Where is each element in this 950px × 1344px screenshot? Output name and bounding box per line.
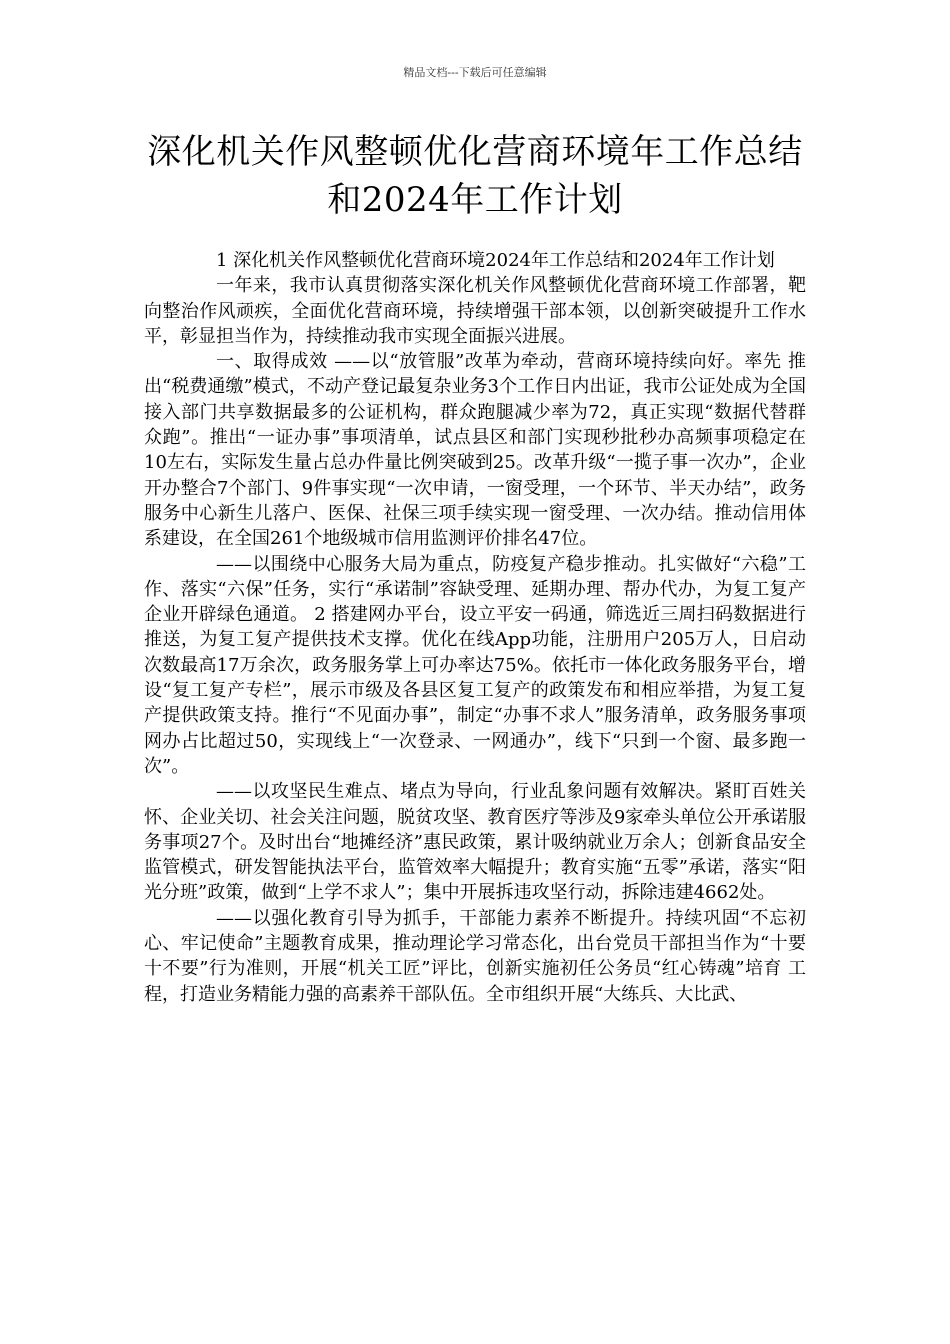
paragraph-intro: 一年来，我市认真贯彻落实深化机关作风整顿优化营商环境工作部署，靶向整治作风顽疾，全面优化营商环境，持续增强干部本领，以创新突破提升工作水平，彰显担当作为，持续推动我市实现全面振兴进展。 — [144, 275, 806, 347]
paragraph-epidemic-recovery: ——以围绕中心服务大局为重点，防疫复产稳步推动。扎实做好“六稳”工作、落实“六保”任务，实行“承诺制”容缺受理、延期办理、帮办代办，为复工复产企业开辟绿色通道。 2 搭建网办平台，设立平安一码通，筛选近三周扫码数据进行推送，为复工复产提供技术支撑。优化在线App功能，注册用户205万人，日启动次数最高17万余次，政务服务掌上可办率达75%。依托市一体化政务服务平台，增设“复工复产专栏”，展示市级及各县区复工复产的政策发布和相应举措，为复工复产提供政策支持。推行“不见面办事”，制定“办事不求人”服务清单，政务服务事项网办占比超过50，实现线上“一次登录、一网通办”，线下“只到一个窗、最多跑一次”。 — [144, 553, 806, 777]
header-note: 精品文档---下载后可任意编辑 — [403, 66, 547, 79]
paragraph-heading: 1 深化机关作风整顿优化营商环境2024年工作总结和2024年工作计划 — [216, 250, 775, 271]
paragraph-achievements: 一、取得成效 ——以“放管服”改革为牵动，营商环境持续向好。率先 推出“税费通缴”模式，不动产登记最复杂业务3个工作日内出证，我市公证处成为全国接入部门共享数据最多的公证机构，群众跑腿减少率为72，真正实现“数据代替群众跑”。推出“一证办事”事项清单，试点县区和部门实现秒批秒办高频事项稳定在10左右，实际发生量占总办件量比例突破到25。改革升级“一揽子事一次办”，企业开办整合7个部门、9件事实现“一次申请，一窗受理，一个环节、半天办结”，政务服务中心新生儿落户、医保、社保三项手续实现一窗受理、一次办结。推动信用体系建设，在全国261个地级城市信用监测评价排名47位。 — [144, 351, 806, 550]
paragraph-cadre-training: ——以强化教育引导为抓手，干部能力素养不断提升。持续巩固“不忘初心、牢记使命”主题教育成果，推动理论学习常态化，出台党员干部担当作为“十要十不要”行为准则，开展“机关工匠”评比，创新实施初任公务员“红心铸魂”培育 工程，打造业务精能力强的高素养干部队伍。全市组织开展“大练兵、大比武、 — [144, 907, 806, 1005]
document-body — [144, 248, 806, 1007]
document-title: 深化机关作风整顿优化营商环境年工作总结和2024年工作计划 — [147, 132, 803, 220]
paragraph-livelihood: ——以攻坚民生难点、堵点为导向，行业乱象问题有效解决。紧盯百姓关怀、企业关切、社会关注问题，脱贫攻坚、教育医疗等涉及9家牵头单位公开承诺服务事项27个。及时出台“地摊经济”惠民政策，累计吸纳就业万余人；创新食品安全监管模式，研发智能执法平台，监管效率大幅提升；教育实施“五零”承诺，落实“阳光分班”政策，做到“上学不求人”；集中开展拆违攻坚行动，拆除违建4662处。 — [144, 781, 806, 904]
